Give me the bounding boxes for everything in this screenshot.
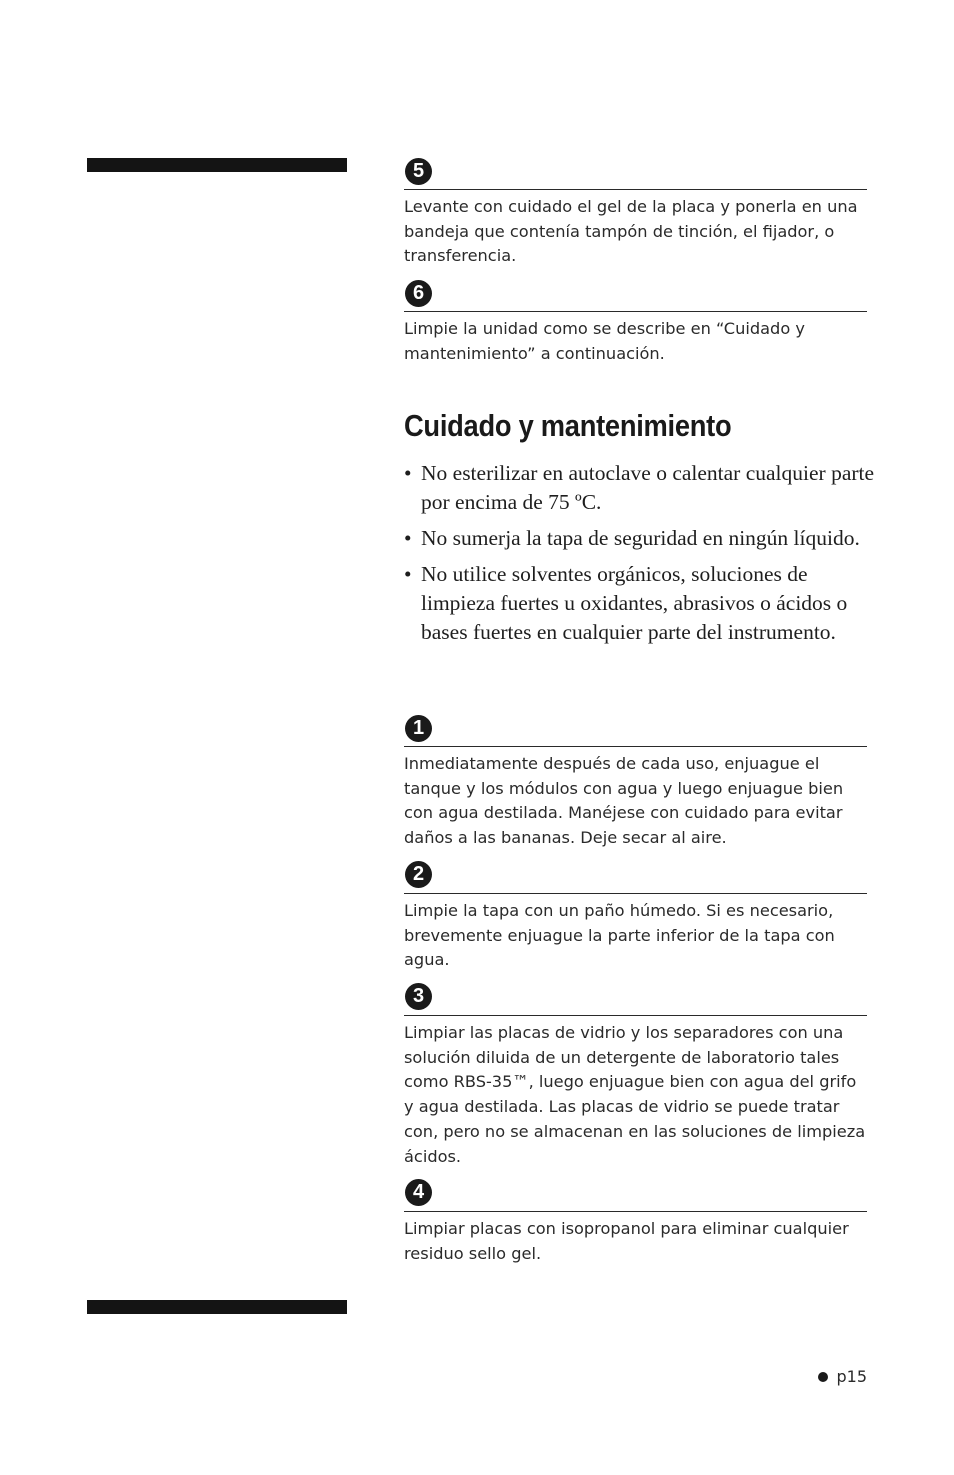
care-step-2-text: Limpie la tapa con un paño húmedo. Si es necesario, brevemente enjuague la parte inferior de la tapa con agua. [404, 901, 835, 970]
care-step-4-text: Limpiar placas con isopropanol para eliminar cualquier residuo sello gel. [404, 1219, 849, 1263]
page-number-text: p15 [836, 1367, 867, 1386]
bullet-icon: • [404, 461, 412, 485]
step-number-badge: 1 [405, 715, 432, 742]
bullet-icon: • [404, 526, 412, 550]
step-number-badge: 5 [405, 158, 432, 185]
care-step-1-text: Inmediatamente después de cada uso, enjuague el tanque y los módulos con agua y luego enjuague bien con agua destilada. Manéjese con cuidado para evitar daños a las bananas. Deje secar al aire. [404, 754, 844, 848]
list-item-text: No sumerja la tapa de seguridad en ningún líquido. [421, 526, 860, 550]
step-number-badge: 3 [405, 983, 432, 1010]
step-number-badge: 6 [405, 280, 432, 307]
care-step-1-header [404, 714, 867, 747]
step-6-header [404, 280, 867, 312]
list-item [404, 524, 879, 553]
decorative-bar-top [87, 158, 347, 172]
care-step-2-header [404, 861, 867, 894]
step-number-badge: 4 [405, 1179, 432, 1206]
care-step-3-text: Limpiar las placas de vidrio y los separadores con una solución diluida de un detergente de laboratorio tales como RBS-35™, luego enjuague bien con agua del grifo y agua destilada. Las placas de vidrio se puede tratar con, pero no se almacenan en las soluciones de limpieza ácidos. [404, 1023, 866, 1166]
section-heading: Cuidado y mantenimiento [404, 408, 732, 443]
care-step-4-header [404, 1179, 867, 1212]
list-item-text: No esterilizar en autoclave o calentar cualquier parte por encima de 75 ºC. [421, 461, 875, 514]
bullet-dot-icon [818, 1372, 828, 1382]
list-item-text: No utilice solventes orgánicos, soluciones de limpieza fuertes u oxidantes, abrasivos o ácidos o bases fuertes en cualquier parte del instrumento. [421, 562, 848, 644]
bullet-icon: • [404, 562, 412, 586]
precautions-list [404, 459, 879, 654]
decorative-bar-bottom [87, 1300, 347, 1314]
page-number [818, 1366, 867, 1388]
list-item [404, 560, 879, 647]
step-5-header [404, 158, 867, 190]
step-number-badge: 2 [405, 861, 432, 888]
step-6-text: Limpie la unidad como se describe en “Cuidado y mantenimiento” a continuación. [404, 319, 805, 363]
care-step-3-header [404, 983, 867, 1016]
list-item [404, 459, 879, 517]
step-5-text: Levante con cuidado el gel de la placa y ponerla en una bandeja que contenía tampón de tinción, el fijador, o transferencia. [404, 197, 858, 266]
